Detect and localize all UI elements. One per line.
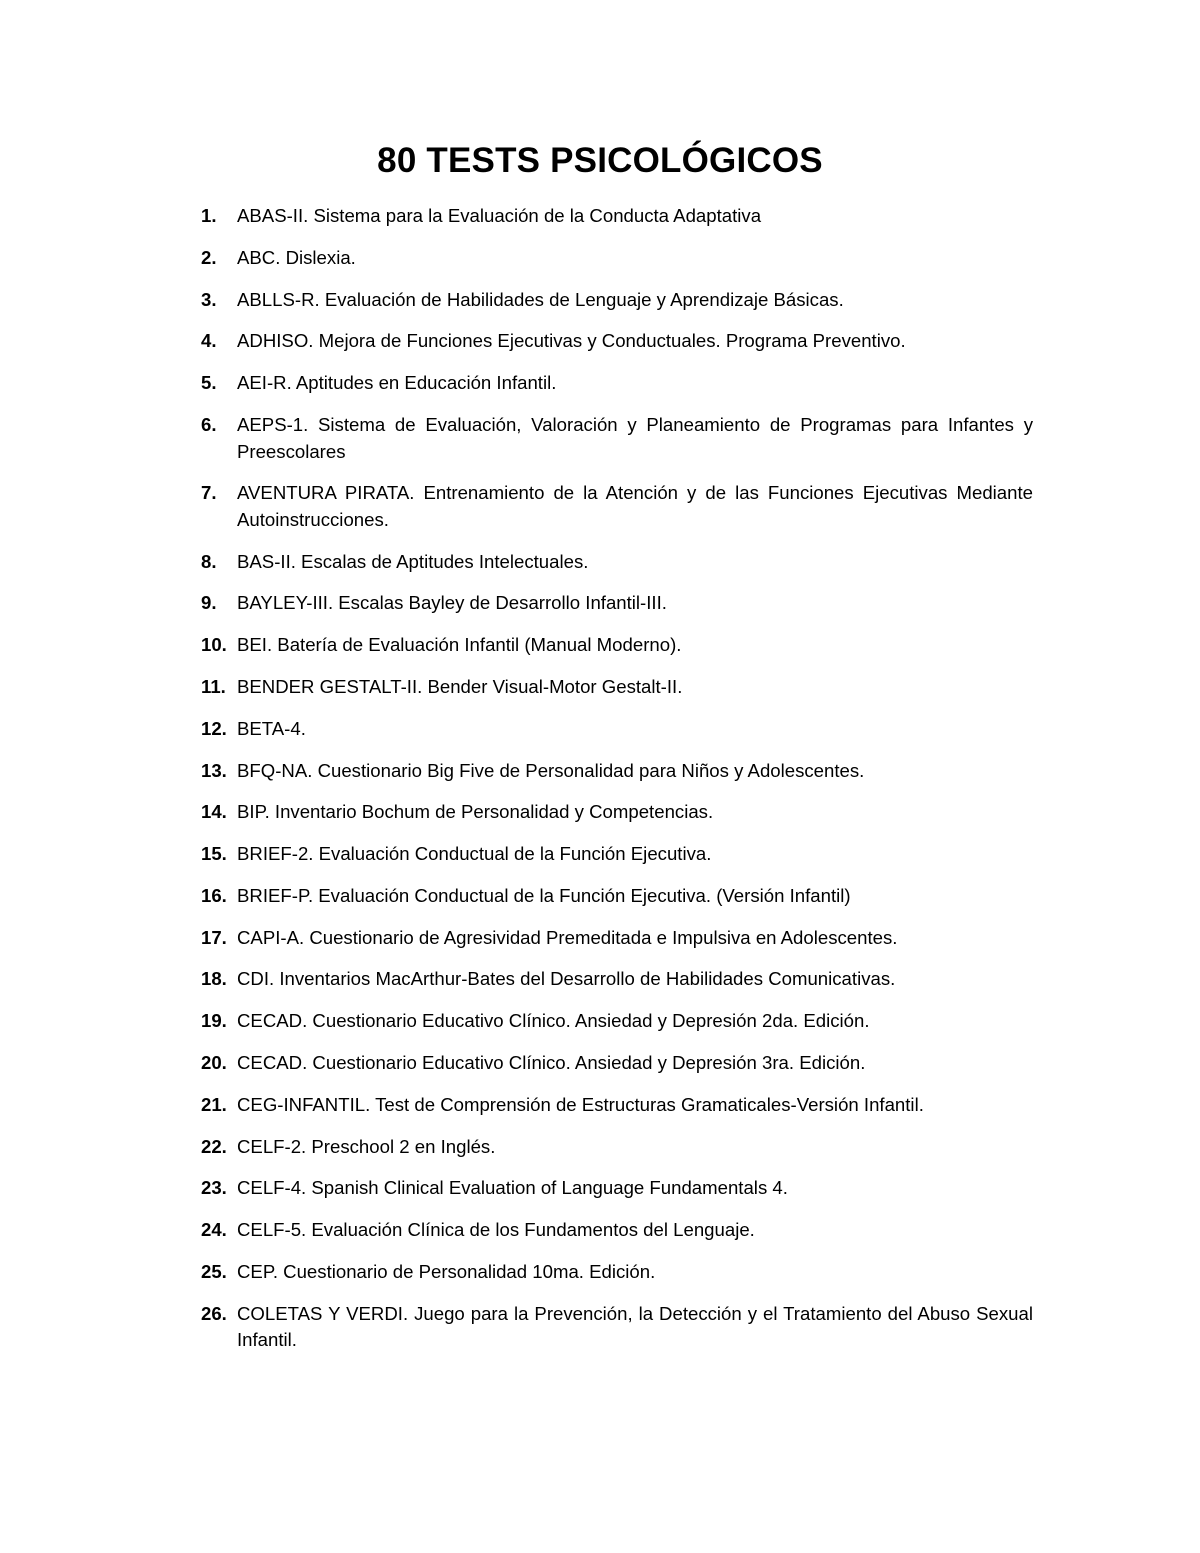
list-item-number: 19.: [201, 1010, 227, 1032]
list-item-number: 15.: [201, 843, 227, 865]
list-item-number: 25.: [201, 1260, 227, 1282]
list-item-number: 16.: [201, 884, 227, 906]
list-item-number: 18.: [201, 968, 227, 990]
list-item-number: 20.: [201, 1052, 227, 1074]
list-item-number: 13.: [201, 759, 227, 781]
list-item-number: 12.: [201, 717, 227, 739]
list-item-text: CEP. Cuestionario de Personalidad 10ma. Edición.: [237, 1260, 656, 1282]
list-item: [197, 590, 1033, 617]
list-item-number: 11.: [201, 676, 226, 697]
list-item: [197, 1092, 1033, 1119]
list-item-text: BRIEF-2. Evaluación Conductual de la Función Ejecutiva.: [237, 843, 712, 865]
list-item: [197, 716, 1033, 743]
list-item: [197, 328, 1033, 355]
list-item-text: BRIEF-P. Evaluación Conductual de la Función Ejecutiva. (Versión Infantil): [237, 884, 851, 906]
list-item: [197, 925, 1033, 952]
list-item-text: BAYLEY-III. Escalas Bayley de Desarrollo Infantil-III.: [237, 592, 667, 614]
list-item-text: CDI. Inventarios MacArthur-Bates del Desarrollo de Habilidades Comunicativas.: [237, 968, 896, 990]
list-item-number: 23.: [201, 1177, 227, 1199]
list-item-text: BFQ-NA. Cuestionario Big Five de Personalidad para Niños y Adolescentes.: [237, 759, 865, 781]
list-item-number: 4.: [201, 330, 217, 352]
list-item-number: 9.: [201, 592, 217, 614]
document-title: 80 TESTS PSICOLÓGICOS: [377, 141, 823, 180]
list-item-text: CECAD. Cuestionario Educativo Clínico. Ansiedad y Depresión 3ra. Edición.: [237, 1052, 866, 1074]
list-item-number: 21.: [201, 1093, 227, 1115]
list-item-number: 8.: [201, 550, 217, 572]
list-item-text: CEG-INFANTIL. Test de Comprensión de Estructuras Gramaticales-Versión Infantil.: [237, 1093, 924, 1115]
list-item: [197, 287, 1033, 314]
list-item: [197, 412, 1033, 465]
list-item: [197, 1134, 1033, 1161]
list-item-number: 26.: [201, 1302, 227, 1324]
list-item-text: CELF-5. Evaluación Clínica de los Fundamentos del Lenguaje.: [237, 1219, 755, 1241]
list-item-text: COLETAS Y VERDI. Juego para la Prevención, la Detección y el Tratamiento del Abuso Sexual Infantil.: [237, 1302, 1033, 1351]
list-item: [197, 758, 1033, 785]
list-item-text: BIP. Inventario Bochum de Personalidad y Competencias.: [237, 801, 714, 823]
list-item-text: ADHISO. Mejora de Funciones Ejecutivas y Conductuales. Programa Preventivo.: [237, 330, 906, 352]
list-item: [197, 1259, 1033, 1286]
list-item: [197, 245, 1033, 272]
list-item-text: BEI. Batería de Evaluación Infantil (Manual Moderno).: [237, 634, 682, 656]
list-item-number: 17.: [201, 926, 227, 948]
list-item: [197, 674, 1033, 701]
list-item-text: AVENTURA PIRATA. Entrenamiento de la Atención y de las Funciones Ejecutivas Mediante Autoinstrucciones.: [237, 482, 1033, 530]
list-item: [197, 1050, 1033, 1077]
list-item-text: ABC. Dislexia.: [237, 246, 356, 268]
test-list: [197, 203, 1033, 1369]
list-item-number: 14.: [201, 801, 227, 823]
list-item-text: BAS-II. Escalas de Aptitudes Intelectuales.: [237, 550, 589, 572]
list-item-number: 6.: [201, 413, 217, 435]
list-item: [197, 1008, 1033, 1035]
list-item: [197, 1217, 1033, 1244]
list-item-text: CAPI-A. Cuestionario de Agresividad Premeditada e Impulsiva en Adolescentes.: [237, 926, 898, 948]
list-item: [197, 480, 1033, 533]
list-item-number: 2.: [201, 246, 217, 268]
list-item-number: 10.: [201, 634, 227, 656]
list-item: [197, 632, 1033, 659]
list-item-number: 5.: [201, 372, 217, 394]
list-item-text: AEI-R. Aptitudes en Educación Infantil.: [237, 372, 557, 394]
list-item-number: 3.: [201, 288, 217, 310]
list-item: [197, 203, 1033, 230]
list-item: [197, 1175, 1033, 1202]
list-item: [197, 549, 1033, 576]
list-item: [197, 1301, 1033, 1354]
list-item-number: 1.: [201, 205, 217, 226]
list-item-text: ABLLS-R. Evaluación de Habilidades de Lenguaje y Aprendizaje Básicas.: [237, 288, 844, 310]
list-item-text: BENDER GESTALT-II. Bender Visual-Motor Gestalt-II.: [237, 676, 683, 697]
list-item-number: 7.: [201, 482, 217, 504]
list-item-text: AEPS-1. Sistema de Evaluación, Valoración y Planeamiento de Programas para Infantes y Preescolares: [237, 413, 1033, 462]
list-item-text: CELF-4. Spanish Clinical Evaluation of Language Fundamentals 4.: [237, 1177, 788, 1199]
list-item-text: BETA-4.: [237, 717, 306, 739]
list-item: [197, 799, 1033, 826]
list-item: [197, 370, 1033, 397]
list-item-text: ABAS-II. Sistema para la Evaluación de la Conducta Adaptativa: [237, 205, 762, 226]
list-item: [197, 966, 1033, 993]
list-item-text: CELF-2. Preschool 2 en Inglés.: [237, 1135, 496, 1157]
list-item-number: 24.: [201, 1219, 227, 1241]
list-item-number: 22.: [201, 1135, 227, 1157]
list-item: [197, 841, 1033, 868]
list-item: [197, 883, 1033, 910]
list-item-text: CECAD. Cuestionario Educativo Clínico. Ansiedad y Depresión 2da. Edición.: [237, 1010, 870, 1032]
